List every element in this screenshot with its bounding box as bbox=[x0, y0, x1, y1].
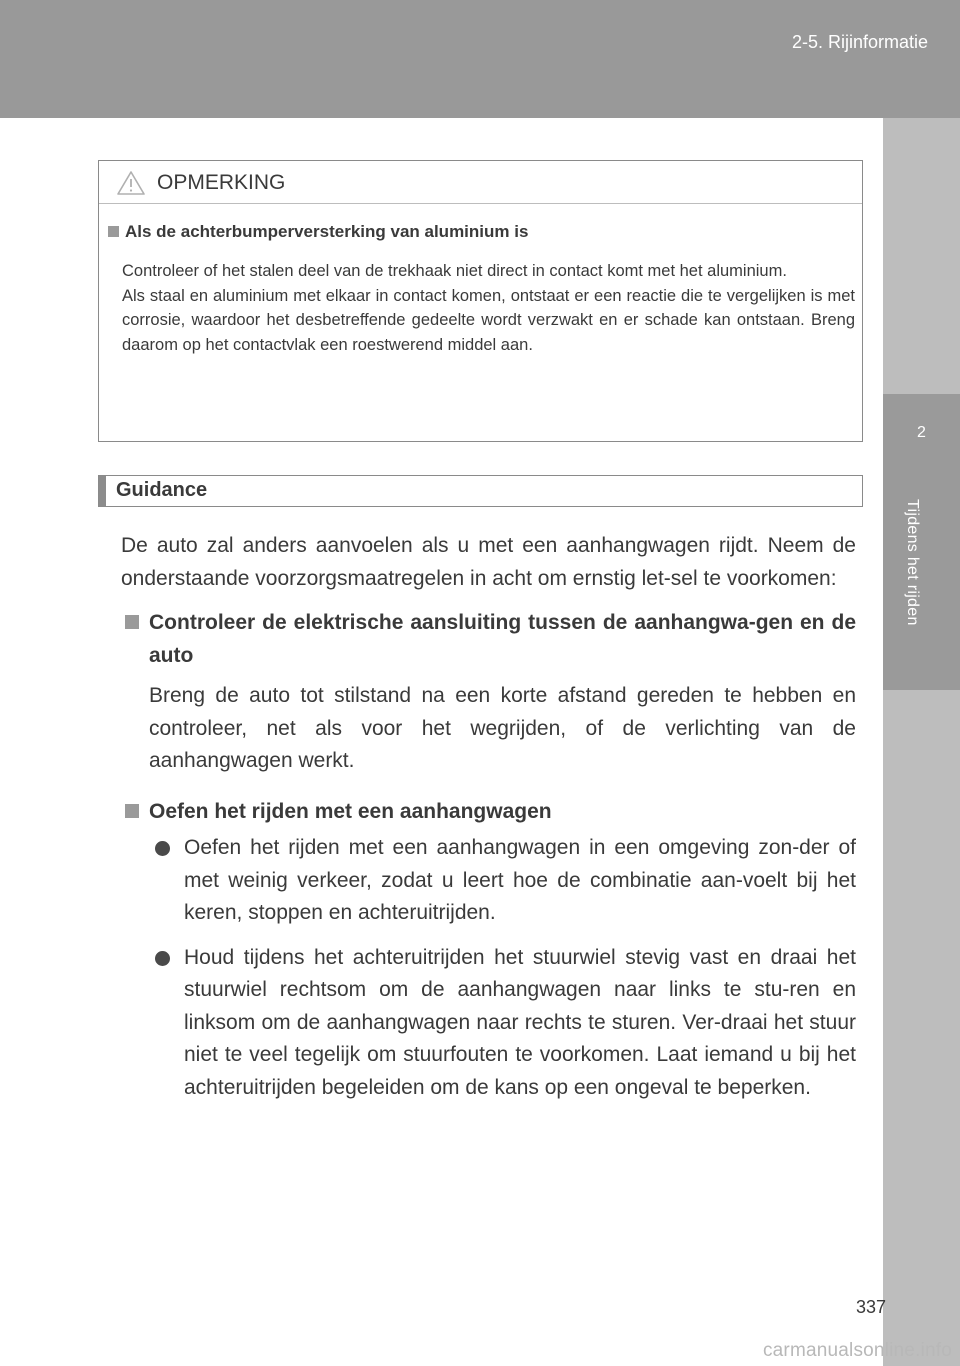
item-heading-text: Oefen het rijden met een aanhangwagen bbox=[149, 799, 552, 823]
item-heading bbox=[121, 796, 856, 829]
bullet-text: Houd tijdens het achteruitrijden het stuurwiel stevig vast en draai het stuurwiel rechtsom om de aanhangwagen naar links te stu-ren en linksom om de aanhangwagen naar rechts te sturen. Ver-draai het stuur niet te veel tegelijk om stuurfouten te voorkomen. Laat iemand u bij het achteruitrijden begeleiden om de kans op een ongeval te beperken. bbox=[184, 945, 856, 1099]
side-tab-lower bbox=[883, 690, 960, 1366]
guidance-intro: De auto zal anders aanvoelen als u met een aanhangwagen rijdt. Neem de onderstaande voorzorgsmaatregelen in acht om ernstig let-sel te voorkomen: bbox=[121, 534, 856, 590]
notice-header bbox=[99, 161, 862, 204]
square-bullet-icon bbox=[125, 804, 139, 818]
header-band bbox=[0, 0, 960, 118]
chapter-tab[interactable] bbox=[883, 394, 960, 690]
notice-title: OPMERKING bbox=[157, 171, 286, 194]
guidance-title: Guidance bbox=[116, 479, 208, 501]
guidance-content bbox=[121, 530, 856, 1104]
chapter-title: Tijdens het rijden bbox=[904, 499, 921, 626]
watermark: carmanualsonline.info bbox=[762, 1340, 952, 1361]
square-bullet-icon bbox=[125, 615, 139, 629]
item-body: Breng de auto tot stilstand na een korte afstand gereden te hebben en controleer, net als voor het wegrijden, of de verlichting van de aanhangwagen werkt. bbox=[149, 684, 856, 772]
bullet-text: Oefen het rijden met een aanhangwagen in een omgeving zon-der of met weinig verkeer, zodat u leert hoe de combinatie aan-voelt bij het keren, stoppen en achteruitrijden. bbox=[184, 836, 856, 924]
item-heading bbox=[121, 607, 856, 672]
notice-paragraph: Controleer of het stalen deel van de trekhaak niet direct in contact komt met het aluminium. bbox=[122, 262, 787, 280]
notice-subheading bbox=[108, 222, 528, 242]
warning-triangle-icon bbox=[116, 170, 146, 196]
side-tab-upper bbox=[883, 118, 960, 394]
bullet-item bbox=[121, 832, 856, 930]
notice-subheading-text: Als de achterbumperversterking van aluminium is bbox=[125, 222, 529, 241]
round-bullet-icon bbox=[155, 951, 170, 966]
chapter-number: 2 bbox=[917, 424, 926, 441]
notice-box bbox=[98, 160, 863, 442]
guidance-heading-bar bbox=[98, 475, 863, 507]
square-bullet-icon bbox=[108, 226, 119, 237]
page-number: 337 bbox=[856, 1297, 887, 1317]
round-bullet-icon bbox=[155, 841, 170, 856]
bullet-item bbox=[121, 942, 856, 1105]
notice-paragraph: Als staal en aluminium met elkaar in contact komen, ontstaat er een reactie die te vergelijken is met corrosie, waardoor het desbetreffende gedeelte wordt verzwakt en er schade kan ontstaan. Breng daarom op het contactvlak een roestwerend middel aan. bbox=[122, 286, 855, 354]
heading-accent bbox=[99, 476, 106, 506]
item-heading-text: Controleer de elektrische aansluiting tussen de aanhangwa-gen en de auto bbox=[149, 611, 856, 667]
notice-body bbox=[122, 259, 855, 357]
section-title: 2-5. Rijinformatie bbox=[791, 32, 928, 52]
